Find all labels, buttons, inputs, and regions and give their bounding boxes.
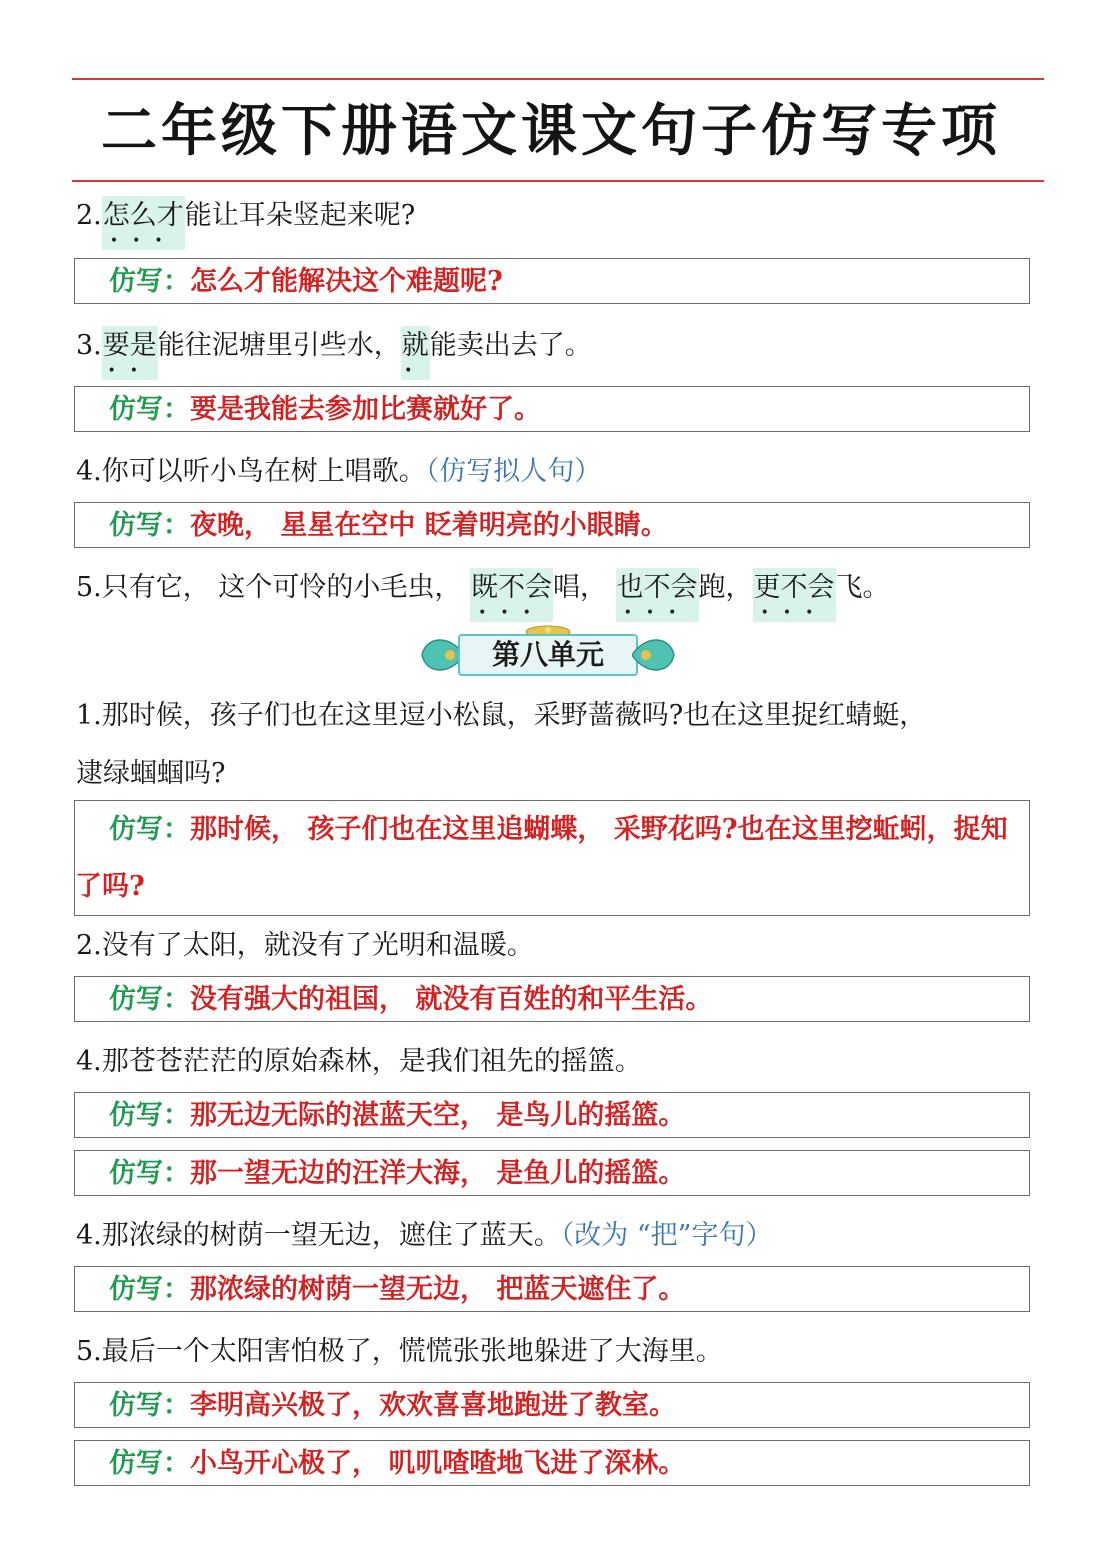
unit8-sentence-4: 4.那苍苍茫茫的原始森林，是我们祖先的摇篮。 [76,1046,642,1077]
answer-text: 怎么才能解决这个难题呢? [190,266,503,297]
sentence-3: 3.要是 •• 能往泥塘里引些水，就 • 能卖出去了。 [76,326,592,366]
answer-text: 小鸟开心极了， 叽叽喳喳地飞进了深林。 [190,1448,686,1479]
unit8-answer-box-2: 仿写：没有强大的祖国， 就没有百姓的和平生活。 [74,976,1030,1022]
unit8-sentence-5: 5.最后一个太阳害怕极了，慌慌张张地躲进了大海里。 [76,1336,723,1367]
keyword-highlight: 要是 •• [102,326,158,380]
unit8-sentence-2: 2.没有了太阳，就没有了光明和温暖。 [76,930,534,961]
sentence-4: 4.你可以听小鸟在树上唱歌。（仿写拟人句） [76,456,602,487]
unit8-answer-box-4a: 仿写：那无边无际的湛蓝天空， 是鸟儿的摇篮。 [74,1092,1030,1138]
keyword-highlight: 就 • [401,326,430,380]
emphasis-dots: •• [107,363,153,379]
imitation-label: 仿写： [109,266,190,297]
instruction-note: （改为 “把”字句） [560,1220,773,1251]
emphasis-dots: ••• [623,605,691,621]
keyword-highlight: 更不会 ••• [753,568,836,622]
sentence-2: 2.怎么才 ••• 能让耳朵竖起来呢? [76,196,415,236]
emphasis-dots: ••• [478,605,545,621]
title-underline [72,180,1044,182]
unit8-answer-box-5b: 仿写：小鸟开心极了， 叽叽喳喳地飞进了深林。 [74,1440,1030,1486]
keyword-highlight: 既不会 ••• [470,568,553,622]
page-title: 二年级下册语文课文句子仿写专项 [101,99,1001,164]
answer-box-4: 仿写：夜晚， 星星在空中 眨着明亮的小眼睛。 [74,502,1030,548]
unit8-sentence-4-ba: 4.那浓绿的树荫一望无边，遮住了蓝天。（改为 “把”字句） [76,1220,773,1251]
emphasis-dots: ••• [760,605,828,621]
answer-box-3: 仿写：要是我能去参加比赛就好了。 [74,386,1030,432]
answer-text: 那时候， 孩子们也在这里追蝴蝶， 采野花吗?也在这里挖蚯蚓，捉知了吗? [75,814,1008,902]
answer-text: 夜晚， 星星在空中 眨着明亮的小眼睛。 [190,510,668,541]
unit-8-banner [420,624,676,684]
unit8-sentence-1-line1: 1.那时候，孩子们也在这里逗小松鼠，采野蔷薇吗?也在这里捉红蜻蜓， [76,700,927,731]
unit8-answer-box-4c: 仿写：那浓绿的树荫一望无边， 把蓝天遮住了。 [74,1266,1030,1312]
answer-text: 没有强大的祖国， 就没有百姓的和平生活。 [190,984,713,1015]
sentence-number: 2. [76,200,102,231]
keyword-highlight: 也不会 ••• [616,568,699,622]
unit8-answer-box-1: 仿写：那时候， 孩子们也在这里追蝴蝶， 采野花吗?也在这里挖蚯蚓，捉知了吗? [74,800,1030,916]
answer-text: 要是我能去参加比赛就好了。 [190,394,541,425]
emphasis-dots: • [404,363,427,379]
answer-text: 那浓绿的树荫一望无边， 把蓝天遮住了。 [190,1274,686,1305]
unit8-answer-box-4b: 仿写：那一望无边的汪洋大海， 是鱼儿的摇篮。 [74,1150,1030,1196]
answer-text: 那一望无边的汪洋大海， 是鱼儿的摇篮。 [190,1158,686,1189]
right-ornament-icon [632,632,676,678]
answer-box-2 [74,258,1030,304]
top-rule [72,78,1044,80]
answer-text: 李明高兴极了，欢欢喜喜地跑进了教室。 [190,1390,676,1421]
unit8-answer-box-5a: 仿写：李明高兴极了，欢欢喜喜地跑进了教室。 [74,1382,1030,1428]
answer-text: 那无边无际的湛蓝天空， 是鸟儿的摇篮。 [190,1100,686,1131]
emphasis-dots: ••• [109,233,177,249]
sentence-5: 5.只有它， 这个可怜的小毛虫， 既不会 ••• 唱， 也不会 ••• 跑，更不会 ••• 飞。 [76,568,890,608]
instruction-note: （仿写拟人句） [425,456,602,487]
keyword-highlight: 怎么才 ••• [102,196,185,250]
unit8-sentence-1-line2: 逮绿蝈蝈吗? [76,758,226,789]
unit-title: 第八单元 [458,634,638,676]
